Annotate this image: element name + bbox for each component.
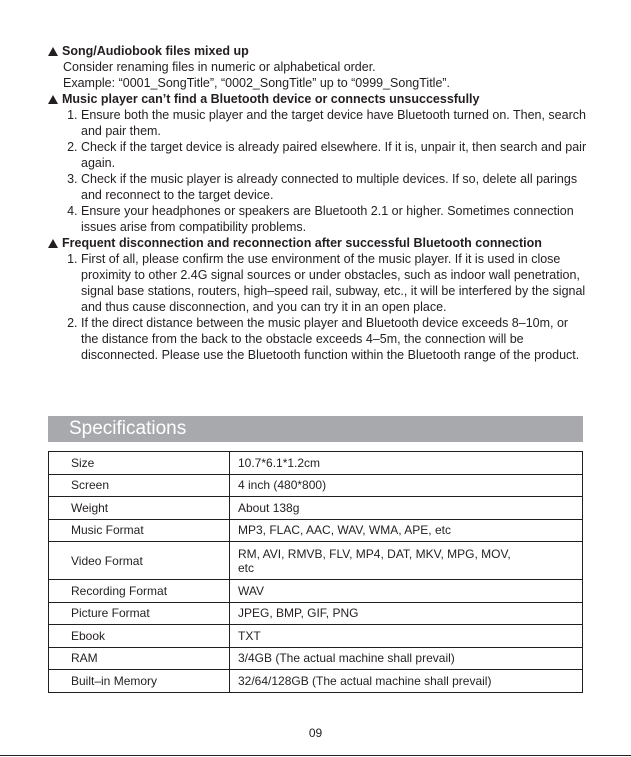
spec-label: RAM xyxy=(49,647,230,670)
spec-value: MP3, FLAC, AAC, WAV, WMA, APE, etc xyxy=(230,519,583,542)
spec-value: 32/64/128GB (The actual machine shall prevail) xyxy=(230,670,583,693)
triangle-bullet-icon xyxy=(48,47,58,56)
spec-value: JPEG, BMP, GIF, PNG xyxy=(230,602,583,625)
tip-heading-text: Song/Audiobook files mixed up xyxy=(62,44,249,58)
list-item: 2. Check if the target device is already paired elsewhere. If it is, unpair it, then search and pair again. xyxy=(81,139,588,171)
table-row xyxy=(49,519,583,542)
table-row xyxy=(49,647,583,670)
spec-label: Picture Format xyxy=(49,602,230,625)
triangle-bullet-icon xyxy=(48,95,58,104)
page-number: 09 xyxy=(308,726,323,740)
spec-value: 4 inch (480*800) xyxy=(230,474,583,497)
specifications-title: Specifications xyxy=(48,416,583,442)
table-row xyxy=(49,602,583,625)
specifications-table xyxy=(48,451,583,693)
table-row xyxy=(49,497,583,520)
list-item: 4. Ensure your headphones or speakers are Bluetooth 2.1 or higher. Sometimes connection issues arise from compatibility problems. xyxy=(81,203,588,235)
spec-label: Screen xyxy=(49,474,230,497)
tip-heading xyxy=(48,43,588,59)
list-item: 1. Ensure both the music player and the target device have Bluetooth turned on. Then, search and pair them. xyxy=(81,107,588,139)
spec-label: Video Format xyxy=(49,542,230,580)
spec-value: 10.7*6.1*1.2cm xyxy=(230,452,583,475)
troubleshooting-section xyxy=(48,43,588,363)
spec-label: Weight xyxy=(49,497,230,520)
tip-heading xyxy=(48,235,588,251)
tip-heading-text: Frequent disconnection and reconnection after successful Bluetooth connection xyxy=(62,236,542,250)
tip-list xyxy=(48,107,588,235)
list-item: 1. First of all, please confirm the use environment of the music player. If it is used in close proximity to other 2.4G signal sources or under obstacles, such as indoor wall penetration, signal base stations, routers, high–speed rail, subway, etc., it will be interfered by the signal and thus cause disconnection, and you can try it in an open place. xyxy=(81,251,588,315)
spec-value: WAV xyxy=(230,580,583,603)
table-row xyxy=(49,625,583,648)
tip-text: Example: “0001_SongTitle”, “0002_SongTitle” up to “0999_SongTitle”. xyxy=(63,76,451,90)
table-row xyxy=(49,474,583,497)
table-row xyxy=(49,542,583,580)
spec-value: 3/4GB (The actual machine shall prevail) xyxy=(230,647,583,670)
triangle-bullet-icon xyxy=(48,239,58,248)
spec-value: TXT xyxy=(230,625,583,648)
tip-list xyxy=(48,251,588,363)
spec-value: About 138g xyxy=(230,497,583,520)
spec-value: RM, AVI, RMVB, FLV, MP4, DAT, MKV, MPG, MOV, etc xyxy=(230,542,583,580)
spec-label: Built–in Memory xyxy=(49,670,230,693)
spec-label: Music Format xyxy=(49,519,230,542)
table-row xyxy=(49,580,583,603)
list-item: 2. If the direct distance between the music player and Bluetooth device exceeds 8–10m, or the distance from the back to the obstacle exceeds 4–5m, the connection will be disconnected. Please use the Bluetooth function within the Bluetooth range of the product. xyxy=(81,315,588,363)
spec-label: Size xyxy=(49,452,230,475)
tip-heading xyxy=(48,91,588,107)
table-row xyxy=(49,452,583,475)
spec-label: Recording Format xyxy=(49,580,230,603)
bottom-divider xyxy=(0,755,631,756)
table-row xyxy=(49,670,583,693)
spec-label: Ebook xyxy=(49,625,230,648)
list-item: 3. Check if the music player is already connected to multiple devices. If so, delete all parings and reconnect to the target device. xyxy=(81,171,588,203)
tip-heading-text: Music player can’t find a Bluetooth device or connects unsuccessfully xyxy=(62,92,480,106)
tip-text: Consider renaming files in numeric or alphabetical order. xyxy=(63,60,376,74)
